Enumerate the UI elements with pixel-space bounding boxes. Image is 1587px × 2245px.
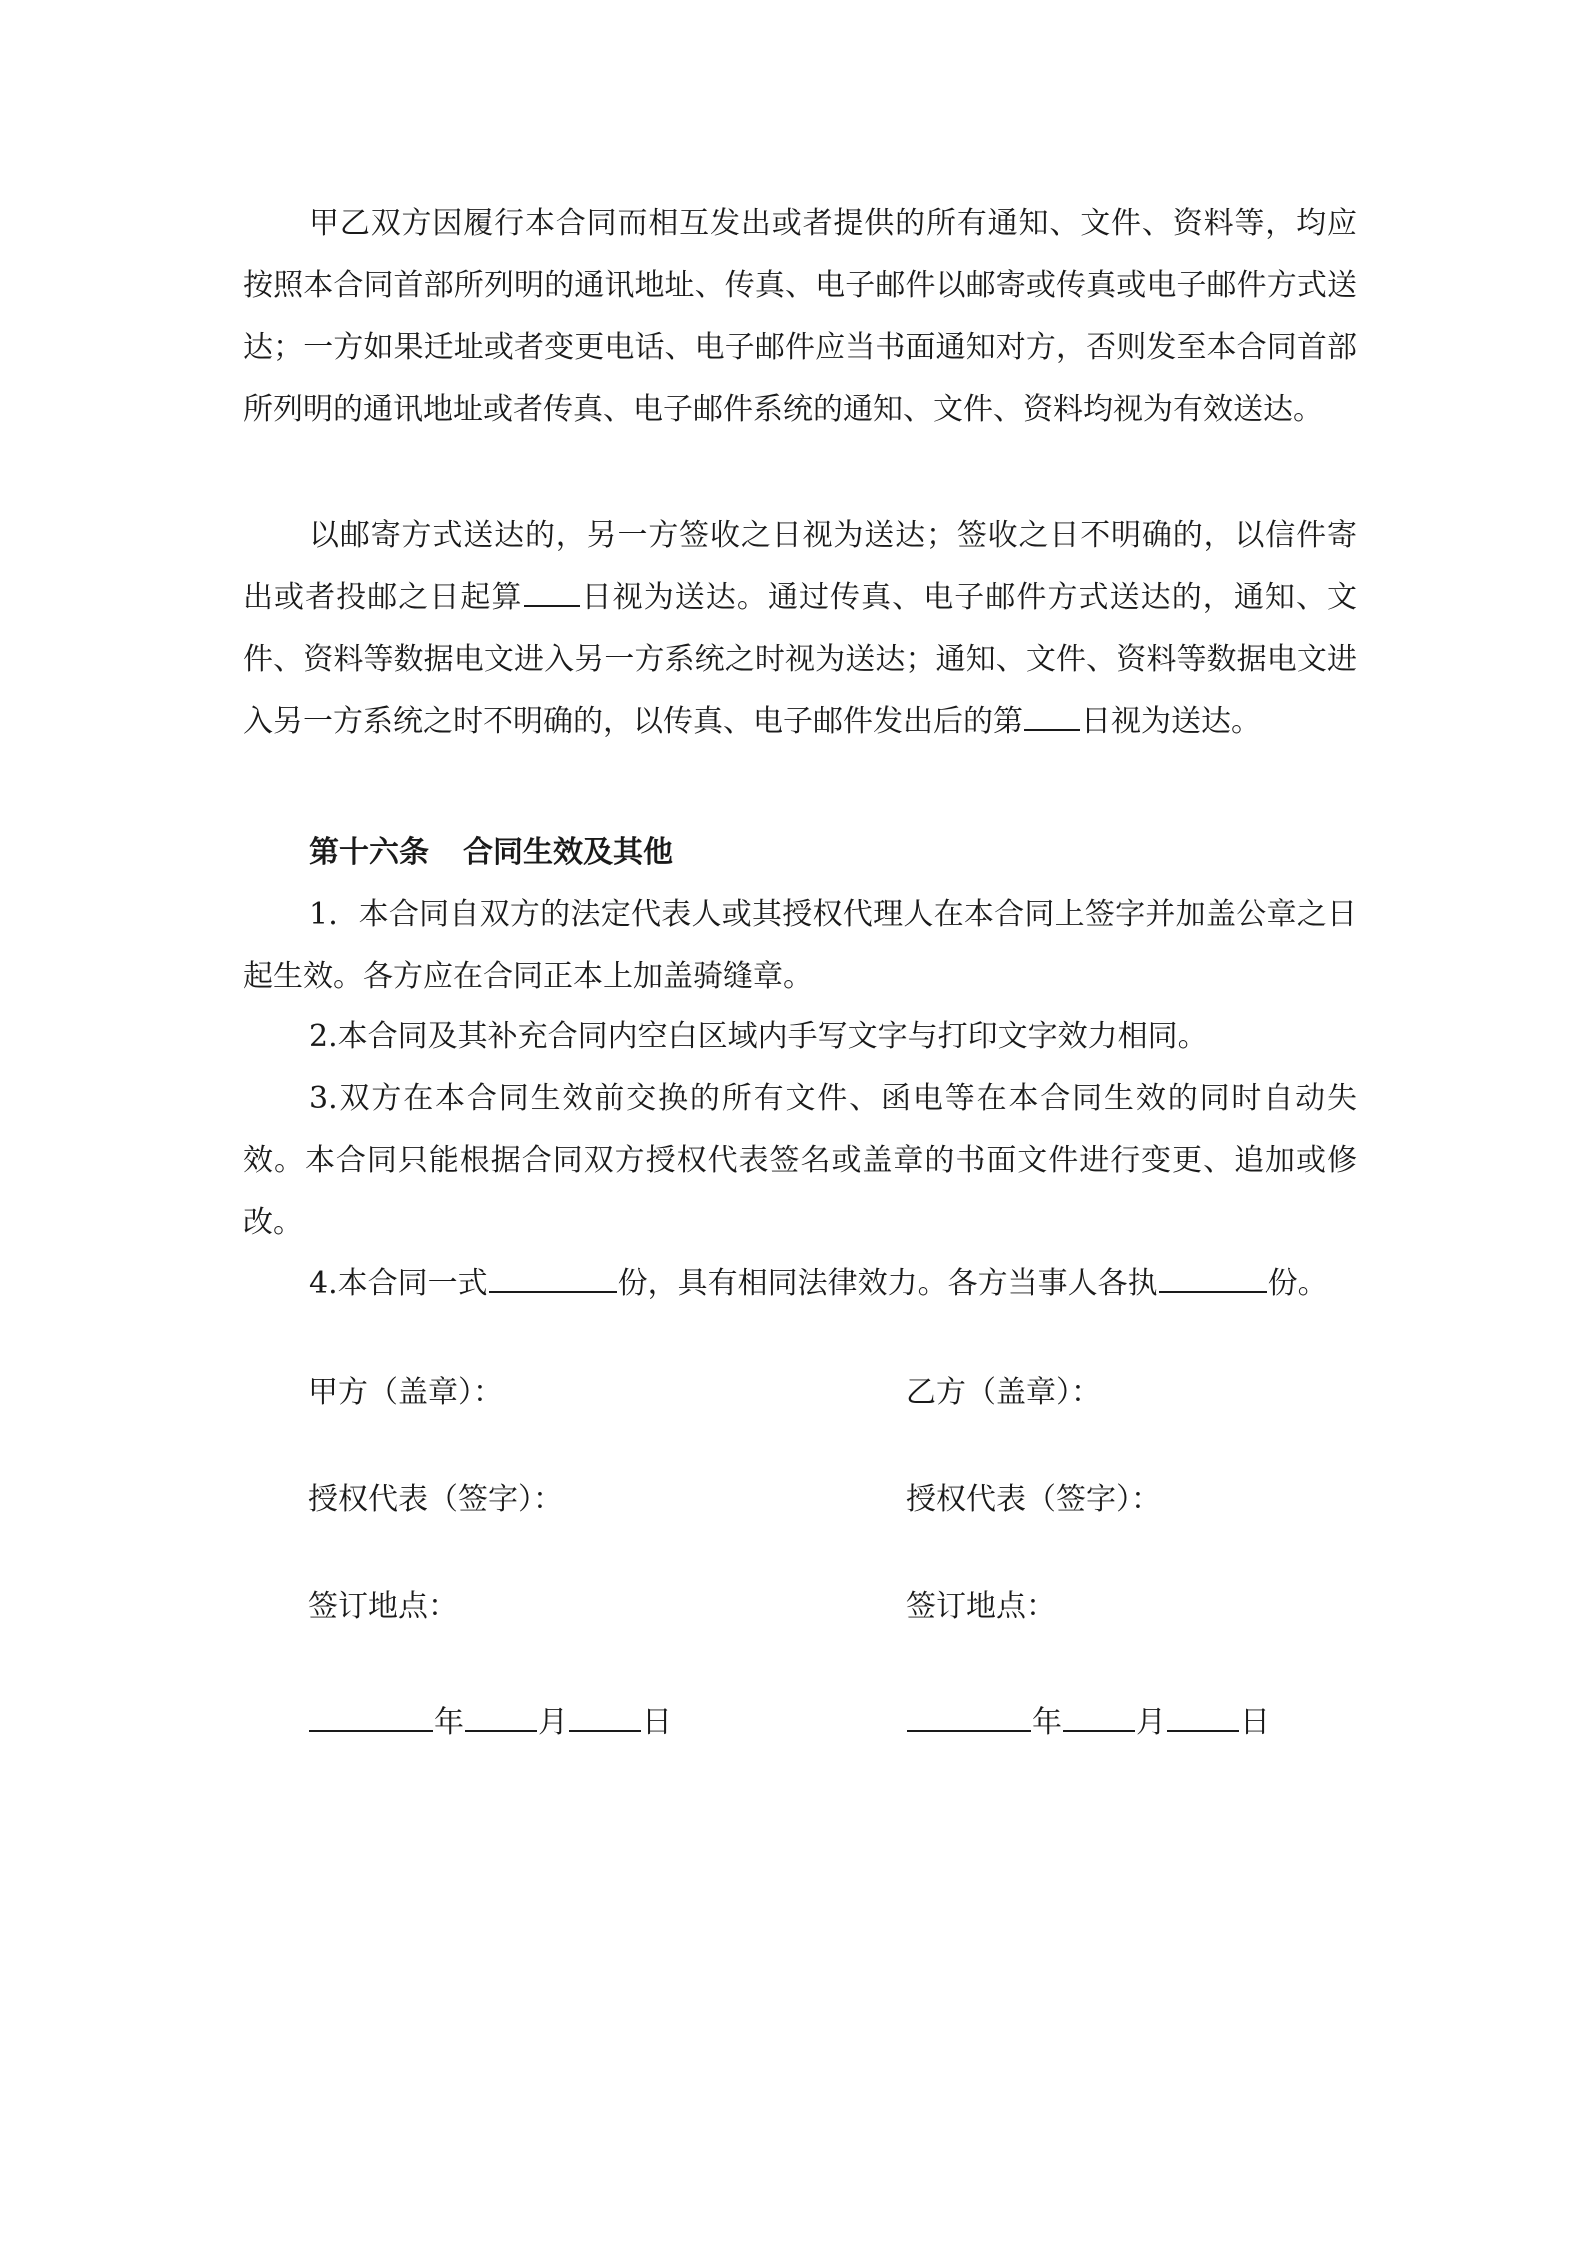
party-a-year-label: 年 — [434, 1705, 464, 1740]
item-3: 3.双方在本合同生效前交换的所有文件、函电等在本合同生效的同时自动失效。本合同只能根据合同双方授权代表签名或盖章的书面文件进行变更、追加或修改。 — [243, 1081, 1357, 1240]
party-b-place-label: 签订地点： — [906, 1589, 1056, 1624]
party-a-seal-label: 甲方（盖章）： — [308, 1375, 503, 1410]
item-2: 2.本合同及其补充合同内空白区域内手写文字与打印文字效力相同。 — [309, 1019, 1208, 1054]
party-b-year-blank[interactable] — [907, 1694, 1031, 1732]
article-title: 合同生效及其他 — [463, 835, 673, 870]
delivery-text-2: 日视为送达。通过传真、电子邮件方式送达的，通知、文件、资料等数据电文进入另一方系统之时视为送达；通知、文件、资料等数据电文进入另一方系统之时不明确的，以传真、电子邮件发出后的第 — [243, 580, 1358, 739]
delivery-text-3: 日视为送达。 — [1081, 704, 1261, 739]
item-1: 1．本合同自双方的法定代表人或其授权代理人在本合同上签字并加盖公章之日起生效。各方应在合同正本上加盖骑缝章。 — [243, 897, 1357, 994]
party-a-rep-label: 授权代表（签字）： — [308, 1482, 563, 1517]
days-blank-2[interactable] — [1024, 693, 1080, 731]
party-b-date — [906, 1694, 1270, 1743]
article-16-heading — [243, 822, 1357, 884]
notice-paragraph: 甲乙双方因履行本合同而相互发出或者提供的所有通知、文件、资料等，均应按照本合同首部所列明的通讯地址、传真、电子邮件以邮寄或传真或电子邮件方式送达；一方如果迁址或者变更电话、电子邮件应当书面通知对方，否则发至本合同首部所列明的通讯地址或者传真、电子邮件系统的通知、文件、资料均视为有效送达。 — [243, 206, 1357, 427]
copies-total-blank[interactable] — [489, 1255, 617, 1293]
party-a-month-label: 月 — [538, 1705, 568, 1740]
item-4-text-1: 4.本合同一式 — [309, 1266, 488, 1301]
party-a-month-blank[interactable] — [465, 1694, 537, 1732]
party-b-rep-label: 授权代表（签字）： — [906, 1482, 1161, 1517]
party-a-year-blank[interactable] — [309, 1694, 433, 1732]
party-b-seal-label: 乙方（盖章）： — [906, 1375, 1101, 1410]
item-4 — [243, 1253, 1357, 1315]
delivery-text-1: 以邮寄方式送达的，另一方签收之日视为送达；签收之日不明确的，以信件寄出或者投邮之日起算 — [243, 518, 1357, 615]
copies-each-blank[interactable] — [1159, 1255, 1267, 1293]
party-a-date — [308, 1694, 672, 1743]
article-number: 第十六条 — [309, 835, 429, 870]
item-4-text-3: 份。 — [1267, 1266, 1328, 1301]
delivery-paragraph — [243, 505, 1357, 753]
party-b-month-label: 月 — [1136, 1705, 1166, 1740]
days-blank-1[interactable] — [524, 569, 580, 607]
party-a-place-label: 签订地点： — [308, 1589, 458, 1624]
party-a-day-label: 日 — [642, 1705, 672, 1740]
party-a-day-blank[interactable] — [569, 1694, 641, 1732]
item-4-text-2: 份，具有相同法律效力。各方当事人各执 — [617, 1266, 1158, 1301]
party-b-day-blank[interactable] — [1167, 1694, 1239, 1732]
party-b-day-label: 日 — [1240, 1705, 1270, 1740]
party-b-month-blank[interactable] — [1063, 1694, 1135, 1732]
party-b-year-label: 年 — [1032, 1705, 1062, 1740]
